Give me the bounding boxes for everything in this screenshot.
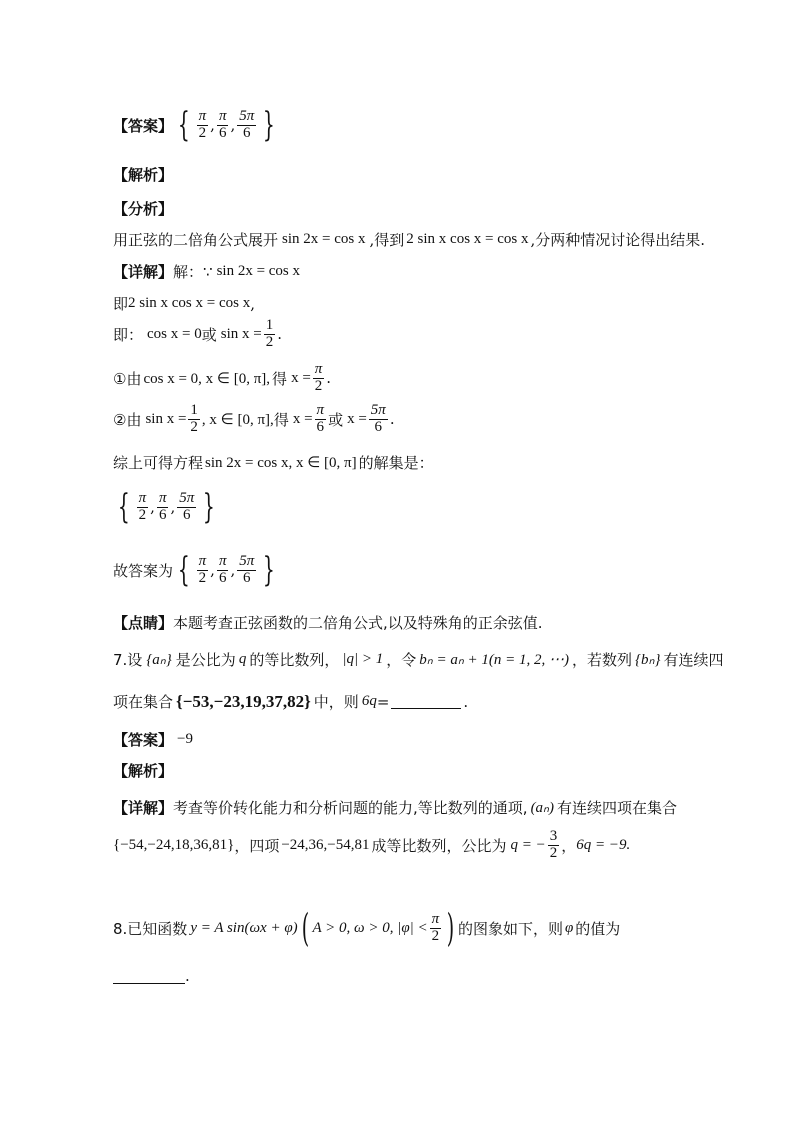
jiexi7-heading: 【解析】 [113, 762, 174, 780]
summary-line: 综上可得方程 sin 2x = cos x, x ∈ [0, π] 的解集是： [113, 454, 434, 472]
detail7-line1: 【详解】 考查等价转化能力和分析问题的能力,等比数列的通项, (aₙ) 有连续四项在集合 [113, 799, 678, 817]
fraction-5pi-over-6: $\frac{5\pi}{6}$ [239, 107, 255, 141]
q7-line2: 项在集合 {−53,−23,19,37,82} 中，则 6q = . [113, 691, 469, 711]
left-brace: { [177, 105, 190, 145]
fenxi-heading: 【分析】 [113, 200, 174, 218]
fraction-1-over-2: $\frac{1}{2}$ [265, 317, 274, 350]
answer-blank [391, 694, 461, 709]
jiexi-heading: 【解析】 [113, 166, 174, 184]
case2-line: ②由 sin x = $\frac{1}{2}$ , x ∈ [0, π], 得 x = $\frac{\pi}{6}$ 或 x = $\frac{5\pi}{6}$ . [113, 402, 395, 435]
answer-blank-8 [113, 969, 185, 984]
answer7-line: 【答案】 −9 [113, 731, 193, 749]
detail-line: 【详解】 解：∵ sin 2x = cos x [113, 263, 301, 281]
ji2-line: 即： cos x = 0 或 sin x = $\frac{1}{2}$ . [113, 317, 282, 350]
fraction-pi-over-6: $\frac{\pi}{6}$ [218, 107, 227, 141]
fraction-3-over-2: $\frac{3}{2}$ [549, 828, 558, 861]
right-brace: } [263, 105, 276, 145]
fraction-pi-over-2: $\frac{\pi}{2}$ [198, 107, 207, 141]
answer-line: 【答案】 { $\frac{\pi}{2}$ , $\frac{\pi}{6}$ , $\frac{5\pi}{6}$ } [113, 105, 276, 145]
q7-line1: 7.设 {aₙ} 是公比为 q 的等比数列， |q| > 1 ，令 bₙ = aₙ + 1(n = 1, 2, ⋯) ，若数列 {bₙ} 有连续四 [113, 651, 724, 669]
analysis-line: 用正弦的二倍角公式展开 sin 2x = cos x , 得到 2 sin x cos x = cos x , 分两种情况讨论得出结果. [113, 230, 706, 249]
detail-label: 【详解】 [113, 263, 174, 281]
ji-line: 即 2 sin x cos x = cos x , [113, 294, 256, 313]
detail7-line2: {−54,−24,18,36,81} ，四项 −24,36,−54,81 成等比数列，公比为 q = − $\frac{3}{2}$ ， 6q = −9. [113, 828, 631, 861]
q8-line1: 8.已知函数 y = A sin(ωx + φ) ( A > 0, ω > 0, |φ| < $\frac{\pi}{2}$ ) 的图象如下，则 φ 的值为 [113, 906, 621, 950]
dianjing-label: 【点睛】 [113, 614, 174, 632]
q8-line2: . [113, 967, 190, 985]
case1-line: ①由 cos x = 0, x ∈ [0, π], 得 x = $\frac{\pi}{2}$ . [113, 361, 332, 394]
answer-label: 【答案】 [113, 116, 174, 135]
solution-set: { $\frac{\pi}{2}$ , $\frac{\pi}{6}$ , $\frac{5\pi}{6}$ } [117, 487, 216, 527]
final-answer-line: 故答案为 { $\frac{\pi}{2}$ , $\frac{\pi}{6}$ , $\frac{5\pi}{6}$ } [113, 550, 276, 590]
answer7-label: 【答案】 [113, 731, 174, 749]
dianjing-line: 【点睛】 本题考查正弦函数的二倍角公式,以及特殊角的正余弦值. [113, 614, 543, 632]
detail7-label: 【详解】 [113, 799, 174, 817]
